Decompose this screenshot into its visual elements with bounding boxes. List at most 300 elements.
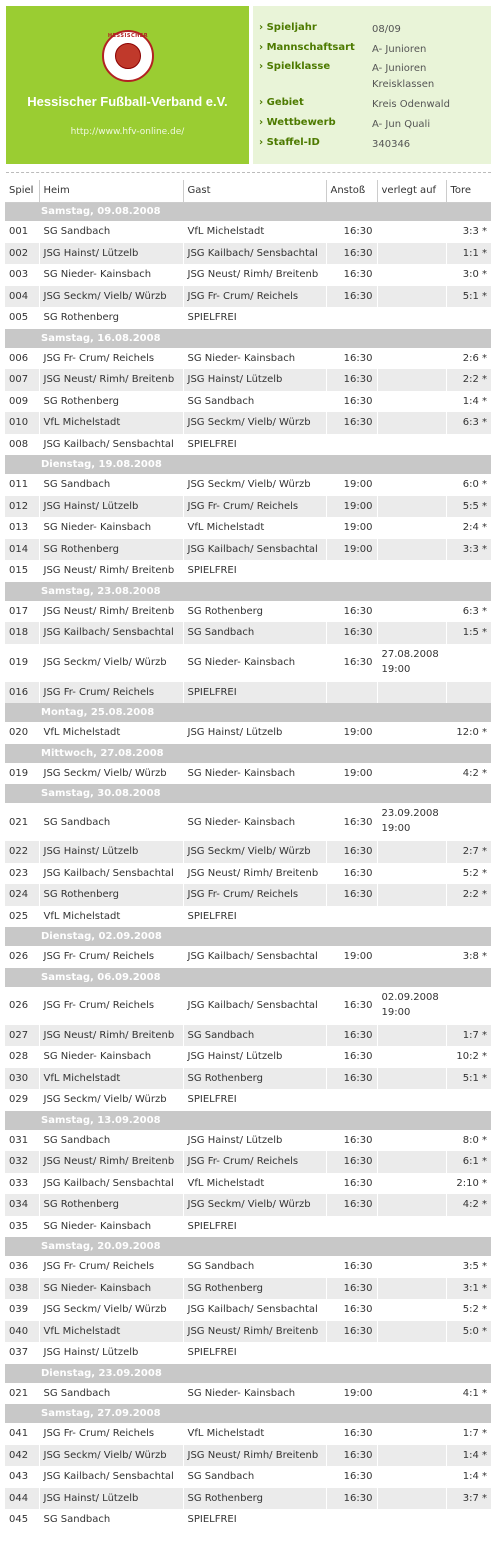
cell-heim: JSG Neust/ Rimh/ Breitenb	[39, 1151, 183, 1173]
col-header-gast: Gast	[183, 180, 326, 202]
cell-heim: JSG Seckm/ Vielb/ Würzb	[39, 1299, 183, 1321]
cell-verlegt	[377, 560, 446, 582]
cell-spiel: 030	[5, 1068, 39, 1090]
cell-heim: JSG Kailbach/ Sensbachtal	[39, 622, 183, 644]
cell-anstoss	[326, 434, 377, 456]
cell-verlegt	[377, 412, 446, 434]
cell-tore: 3:0 *	[446, 264, 491, 286]
cell-spiel: 036	[5, 1256, 39, 1278]
cell-verlegt	[377, 369, 446, 391]
cell-spiel: 044	[5, 1488, 39, 1510]
cell-spiel: 002	[5, 243, 39, 265]
cell-anstoss	[326, 1342, 377, 1364]
cell-heim: JSG Kailbach/ Sensbachtal	[39, 434, 183, 456]
date-label: Montag, 25.08.2008	[5, 703, 491, 722]
cell-gast: SPIELFREI	[183, 1216, 326, 1238]
cell-verlegt	[377, 1025, 446, 1047]
cell-gast: JSG Hainst/ Lützelb	[183, 369, 326, 391]
cell-gast: SPIELFREI	[183, 307, 326, 329]
header	[6, 6, 491, 164]
col-header-tore: Tore	[446, 180, 491, 202]
table-row	[5, 622, 491, 644]
cell-gast: SG Sandbach	[183, 622, 326, 644]
cell-anstoss: 19:00	[326, 496, 377, 518]
cell-spiel: 045	[5, 1509, 39, 1531]
cell-anstoss: 16:30	[326, 264, 377, 286]
table-row	[5, 1445, 491, 1467]
cell-heim: JSG Hainst/ Lützelb	[39, 841, 183, 863]
cell-spiel: 043	[5, 1466, 39, 1488]
cell-heim: VfL Michelstadt	[39, 906, 183, 928]
cell-tore	[446, 682, 491, 704]
table-row	[5, 496, 491, 518]
cell-heim: JSG Neust/ Rimh/ Breitenb	[39, 1025, 183, 1047]
cell-tore: 1:7 *	[446, 1025, 491, 1047]
date-label: Samstag, 20.09.2008	[5, 1237, 491, 1256]
cell-anstoss: 16:30	[326, 622, 377, 644]
cell-tore: 6:3 *	[446, 412, 491, 434]
cell-anstoss: 16:30	[326, 803, 377, 841]
col-header-anstoss: Anstoß	[326, 180, 377, 202]
table-row	[5, 1216, 491, 1238]
cell-spiel: 004	[5, 286, 39, 308]
cell-heim: SG Rothenberg	[39, 539, 183, 561]
cell-gast: JSG Fr- Crum/ Reichels	[183, 1151, 326, 1173]
date-group-row	[5, 1237, 491, 1256]
cell-heim: JSG Seckm/ Vielb/ Würzb	[39, 644, 183, 682]
table-row	[5, 1130, 491, 1152]
cell-heim: JSG Hainst/ Lützelb	[39, 1342, 183, 1364]
cell-verlegt	[377, 243, 446, 265]
cell-heim: JSG Fr- Crum/ Reichels	[39, 1423, 183, 1445]
cell-anstoss: 16:30	[326, 243, 377, 265]
cell-gast: VfL Michelstadt	[183, 1173, 326, 1195]
date-group-row	[5, 784, 491, 803]
cell-tore: 4:2 *	[446, 1194, 491, 1216]
cell-spiel: 015	[5, 560, 39, 582]
cell-tore	[446, 434, 491, 456]
cell-heim: JSG Neust/ Rimh/ Breitenb	[39, 601, 183, 623]
cell-verlegt: 02.09.2008 19:00	[377, 987, 446, 1025]
cell-anstoss: 19:00	[326, 539, 377, 561]
cell-tore: 5:1 *	[446, 286, 491, 308]
cell-anstoss: 16:30	[326, 1321, 377, 1343]
cell-gast: JSG Hainst/ Lützelb	[183, 1130, 326, 1152]
date-label: Dienstag, 23.09.2008	[5, 1364, 491, 1383]
cell-gast: JSG Neust/ Rimh/ Breitenb	[183, 863, 326, 885]
cell-heim: JSG Fr- Crum/ Reichels	[39, 682, 183, 704]
cell-spiel: 026	[5, 946, 39, 968]
cell-heim: JSG Kailbach/ Sensbachtal	[39, 1466, 183, 1488]
cell-verlegt	[377, 517, 446, 539]
cell-heim: JSG Hainst/ Lützelb	[39, 243, 183, 265]
cell-verlegt	[377, 1278, 446, 1300]
cell-verlegt	[377, 286, 446, 308]
date-label: Samstag, 13.09.2008	[5, 1111, 491, 1130]
cell-tore: 4:2 *	[446, 763, 491, 785]
cell-tore: 5:0 *	[446, 1321, 491, 1343]
table-row	[5, 307, 491, 329]
table-row	[5, 1278, 491, 1300]
table-row	[5, 1089, 491, 1111]
table-row	[5, 474, 491, 496]
table-row	[5, 1466, 491, 1488]
cell-gast: JSG Neust/ Rimh/ Breitenb	[183, 1445, 326, 1467]
cell-gast: JSG Fr- Crum/ Reichels	[183, 286, 326, 308]
info-value: A- Junioren Kreisklassen	[372, 63, 435, 90]
table-row	[5, 348, 491, 370]
table-row	[5, 1046, 491, 1068]
table-row	[5, 682, 491, 704]
cell-anstoss	[326, 906, 377, 928]
cell-heim: JSG Kailbach/ Sensbachtal	[39, 863, 183, 885]
cell-spiel: 023	[5, 863, 39, 885]
cell-tore	[446, 560, 491, 582]
table-row	[5, 434, 491, 456]
cell-anstoss: 16:30	[326, 286, 377, 308]
table-row	[5, 517, 491, 539]
cell-tore: 12:0 *	[446, 722, 491, 744]
cell-verlegt	[377, 1488, 446, 1510]
cell-anstoss: 16:30	[326, 884, 377, 906]
date-label: Dienstag, 02.09.2008	[5, 927, 491, 946]
cell-gast: VfL Michelstadt	[183, 221, 326, 243]
cell-gast: SPIELFREI	[183, 1509, 326, 1531]
table-row	[5, 1321, 491, 1343]
cell-gast: SG Nieder- Kainsbach	[183, 1383, 326, 1405]
cell-gast: JSG Kailbach/ Sensbachtal	[183, 987, 326, 1025]
cell-verlegt	[377, 1423, 446, 1445]
cell-spiel: 021	[5, 1383, 39, 1405]
cell-anstoss: 19:00	[326, 763, 377, 785]
cell-spiel: 034	[5, 1194, 39, 1216]
cell-tore	[446, 1089, 491, 1111]
cell-tore: 4:1 *	[446, 1383, 491, 1405]
table-row	[5, 863, 491, 885]
cell-tore: 3:1 *	[446, 1278, 491, 1300]
cell-gast: JSG Hainst/ Lützelb	[183, 1046, 326, 1068]
schedule-body	[5, 202, 491, 1531]
table-row	[5, 412, 491, 434]
cell-spiel: 010	[5, 412, 39, 434]
cell-heim: SG Nieder- Kainsbach	[39, 264, 183, 286]
cell-anstoss: 16:30	[326, 1068, 377, 1090]
hfv-seal-icon: HESSISCHER	[102, 30, 154, 82]
cell-tore: 3:8 *	[446, 946, 491, 968]
cell-anstoss: 16:30	[326, 1046, 377, 1068]
cell-anstoss: 16:30	[326, 1194, 377, 1216]
cell-gast: SG Sandbach	[183, 391, 326, 413]
cell-verlegt	[377, 391, 446, 413]
cell-verlegt	[377, 496, 446, 518]
date-group-row	[5, 582, 491, 601]
cell-gast: JSG Fr- Crum/ Reichels	[183, 884, 326, 906]
table-row	[5, 286, 491, 308]
cell-anstoss: 16:30	[326, 369, 377, 391]
cell-verlegt	[377, 682, 446, 704]
cell-verlegt	[377, 221, 446, 243]
date-group-row	[5, 1364, 491, 1383]
cell-anstoss: 16:30	[326, 391, 377, 413]
cell-gast: JSG Seckm/ Vielb/ Würzb	[183, 412, 326, 434]
table-row	[5, 1173, 491, 1195]
cell-spiel: 019	[5, 763, 39, 785]
col-header-heim: Heim	[39, 180, 183, 202]
cell-tore: 5:1 *	[446, 1068, 491, 1090]
cell-tore: 5:2 *	[446, 863, 491, 885]
cell-heim: SG Sandbach	[39, 803, 183, 841]
cell-gast: SG Rothenberg	[183, 1068, 326, 1090]
cell-heim: VfL Michelstadt	[39, 412, 183, 434]
cell-heim: SG Sandbach	[39, 474, 183, 496]
cell-verlegt	[377, 1046, 446, 1068]
table-row	[5, 1256, 491, 1278]
cell-verlegt	[377, 348, 446, 370]
table-row	[5, 803, 491, 841]
cell-verlegt	[377, 539, 446, 561]
cell-gast: SG Rothenberg	[183, 1488, 326, 1510]
cell-verlegt	[377, 884, 446, 906]
cell-tore	[446, 987, 491, 1025]
cell-verlegt	[377, 841, 446, 863]
cell-anstoss: 16:30	[326, 841, 377, 863]
date-group-row	[5, 1404, 491, 1423]
cell-heim: SG Nieder- Kainsbach	[39, 1216, 183, 1238]
date-label: Samstag, 30.08.2008	[5, 784, 491, 803]
table-row	[5, 1299, 491, 1321]
cell-spiel: 031	[5, 1130, 39, 1152]
cell-verlegt	[377, 1299, 446, 1321]
cell-tore	[446, 1509, 491, 1531]
col-header-spiel: Spiel	[5, 180, 39, 202]
info-value: Kreis Odenwald	[372, 99, 450, 110]
info-label: › Mannschaftsart	[259, 42, 355, 53]
table-row	[5, 391, 491, 413]
table-row	[5, 644, 491, 682]
cell-gast: JSG Hainst/ Lützelb	[183, 722, 326, 744]
cell-anstoss: 19:00	[326, 722, 377, 744]
cell-heim: SG Rothenberg	[39, 307, 183, 329]
table-row	[5, 841, 491, 863]
logo-panel	[6, 6, 249, 164]
cell-spiel: 038	[5, 1278, 39, 1300]
cell-verlegt	[377, 1383, 446, 1405]
info-value: 08/09	[372, 24, 401, 35]
cell-anstoss: 16:30	[326, 1466, 377, 1488]
cell-anstoss	[326, 560, 377, 582]
cell-spiel: 016	[5, 682, 39, 704]
cell-verlegt	[377, 1089, 446, 1111]
cell-verlegt	[377, 946, 446, 968]
cell-spiel: 027	[5, 1025, 39, 1047]
cell-anstoss: 16:30	[326, 1130, 377, 1152]
cell-heim: SG Rothenberg	[39, 884, 183, 906]
cell-anstoss: 19:00	[326, 517, 377, 539]
info-value: A- Junioren	[372, 44, 427, 55]
cell-verlegt	[377, 722, 446, 744]
cell-spiel: 008	[5, 434, 39, 456]
table-row	[5, 1342, 491, 1364]
cell-spiel: 029	[5, 1089, 39, 1111]
cell-spiel: 032	[5, 1151, 39, 1173]
cell-spiel: 003	[5, 264, 39, 286]
cell-anstoss: 19:00	[326, 1383, 377, 1405]
cell-heim: JSG Fr- Crum/ Reichels	[39, 348, 183, 370]
cell-anstoss: 16:30	[326, 863, 377, 885]
cell-spiel: 039	[5, 1299, 39, 1321]
cell-verlegt	[377, 906, 446, 928]
cell-tore: 2:2 *	[446, 884, 491, 906]
cell-spiel: 033	[5, 1173, 39, 1195]
table-row	[5, 560, 491, 582]
info-value: 340346	[372, 139, 411, 150]
cell-heim: JSG Fr- Crum/ Reichels	[39, 1256, 183, 1278]
cell-heim: JSG Neust/ Rimh/ Breitenb	[39, 560, 183, 582]
cell-tore: 2:7 *	[446, 841, 491, 863]
cell-spiel: 012	[5, 496, 39, 518]
cell-gast: SG Sandbach	[183, 1256, 326, 1278]
cell-anstoss: 16:30	[326, 987, 377, 1025]
cell-verlegt	[377, 1151, 446, 1173]
cell-spiel: 019	[5, 644, 39, 682]
table-row	[5, 1383, 491, 1405]
cell-gast: SG Sandbach	[183, 1466, 326, 1488]
cell-gast: JSG Kailbach/ Sensbachtal	[183, 539, 326, 561]
cell-tore	[446, 644, 491, 682]
cell-gast: SG Sandbach	[183, 1025, 326, 1047]
cell-tore	[446, 803, 491, 841]
cell-spiel: 024	[5, 884, 39, 906]
cell-verlegt	[377, 763, 446, 785]
cell-anstoss: 16:30	[326, 1151, 377, 1173]
cell-verlegt	[377, 1256, 446, 1278]
cell-tore	[446, 1216, 491, 1238]
cell-gast: SG Nieder- Kainsbach	[183, 803, 326, 841]
cell-anstoss: 16:30	[326, 1256, 377, 1278]
cell-anstoss: 16:30	[326, 1299, 377, 1321]
cell-gast: JSG Seckm/ Vielb/ Würzb	[183, 1194, 326, 1216]
table-row	[5, 539, 491, 561]
cell-verlegt	[377, 1130, 446, 1152]
table-row	[5, 987, 491, 1025]
cell-gast: SPIELFREI	[183, 560, 326, 582]
cell-gast: SG Nieder- Kainsbach	[183, 763, 326, 785]
info-label: › Spielklasse	[259, 61, 331, 72]
table-row	[5, 1509, 491, 1531]
cell-gast: JSG Kailbach/ Sensbachtal	[183, 946, 326, 968]
cell-anstoss	[326, 307, 377, 329]
cell-spiel: 009	[5, 391, 39, 413]
cell-verlegt	[377, 601, 446, 623]
cell-anstoss	[326, 682, 377, 704]
cell-tore	[446, 906, 491, 928]
cell-anstoss	[326, 1216, 377, 1238]
cell-gast: SG Nieder- Kainsbach	[183, 348, 326, 370]
cell-tore: 8:0 *	[446, 1130, 491, 1152]
cell-heim: SG Nieder- Kainsbach	[39, 1278, 183, 1300]
date-group-row	[5, 927, 491, 946]
cell-verlegt	[377, 1342, 446, 1364]
cell-anstoss: 16:30	[326, 221, 377, 243]
cell-anstoss: 16:30	[326, 412, 377, 434]
cell-verlegt	[377, 434, 446, 456]
schedule-table	[5, 180, 491, 1531]
cell-gast: SPIELFREI	[183, 434, 326, 456]
date-group-row	[5, 703, 491, 722]
cell-spiel: 006	[5, 348, 39, 370]
info-panel	[253, 6, 491, 164]
info-value: A- Jun Quali	[372, 119, 431, 130]
cell-gast: JSG Kailbach/ Sensbachtal	[183, 243, 326, 265]
cell-heim: SG Nieder- Kainsbach	[39, 517, 183, 539]
cell-anstoss: 16:30	[326, 1423, 377, 1445]
cell-anstoss: 16:30	[326, 348, 377, 370]
cell-heim: VfL Michelstadt	[39, 1321, 183, 1343]
info-label: › Staffel-ID	[259, 137, 320, 148]
cell-heim: JSG Seckm/ Vielb/ Würzb	[39, 1445, 183, 1467]
table-row	[5, 1151, 491, 1173]
cell-verlegt	[377, 474, 446, 496]
cell-gast: SPIELFREI	[183, 1089, 326, 1111]
cell-gast: JSG Kailbach/ Sensbachtal	[183, 1299, 326, 1321]
org-url[interactable]: http://www.hfv-online.de/	[70, 127, 185, 137]
cell-heim: JSG Neust/ Rimh/ Breitenb	[39, 369, 183, 391]
date-group-row	[5, 455, 491, 474]
cell-anstoss: 16:30	[326, 1488, 377, 1510]
table-row	[5, 1194, 491, 1216]
cell-heim: SG Sandbach	[39, 1383, 183, 1405]
cell-gast: SG Nieder- Kainsbach	[183, 644, 326, 682]
cell-tore	[446, 1342, 491, 1364]
cell-tore: 2:10 *	[446, 1173, 491, 1195]
date-label: Samstag, 09.08.2008	[5, 202, 491, 221]
cell-anstoss: 16:30	[326, 1173, 377, 1195]
date-label: Dienstag, 19.08.2008	[5, 455, 491, 474]
table-row	[5, 946, 491, 968]
org-name: Hessischer Fußball-Verband e.V.	[27, 94, 228, 109]
cell-anstoss: 16:30	[326, 601, 377, 623]
cell-spiel: 028	[5, 1046, 39, 1068]
table-row	[5, 221, 491, 243]
cell-gast: VfL Michelstadt	[183, 517, 326, 539]
cell-heim: JSG Seckm/ Vielb/ Würzb	[39, 1089, 183, 1111]
cell-tore	[446, 307, 491, 329]
cell-spiel: 021	[5, 803, 39, 841]
cell-spiel: 017	[5, 601, 39, 623]
cell-tore: 6:3 *	[446, 601, 491, 623]
cell-gast: JSG Seckm/ Vielb/ Würzb	[183, 474, 326, 496]
cell-heim: SG Sandbach	[39, 1130, 183, 1152]
cell-verlegt	[377, 1216, 446, 1238]
cell-tore: 2:4 *	[446, 517, 491, 539]
cell-tore: 6:1 *	[446, 1151, 491, 1173]
cell-tore: 1:4 *	[446, 391, 491, 413]
date-label: Samstag, 23.08.2008	[5, 582, 491, 601]
cell-spiel: 007	[5, 369, 39, 391]
cell-heim: JSG Hainst/ Lützelb	[39, 1488, 183, 1510]
table-row	[5, 1423, 491, 1445]
cell-verlegt	[377, 1466, 446, 1488]
cell-tore: 2:6 *	[446, 348, 491, 370]
cell-gast: JSG Neust/ Rimh/ Breitenb	[183, 264, 326, 286]
cell-tore: 1:4 *	[446, 1445, 491, 1467]
cell-spiel: 005	[5, 307, 39, 329]
info-label: › Wettbewerb	[259, 117, 336, 128]
cell-gast: SPIELFREI	[183, 1342, 326, 1364]
cell-verlegt	[377, 1321, 446, 1343]
cell-anstoss: 16:30	[326, 1025, 377, 1047]
cell-anstoss: 19:00	[326, 474, 377, 496]
